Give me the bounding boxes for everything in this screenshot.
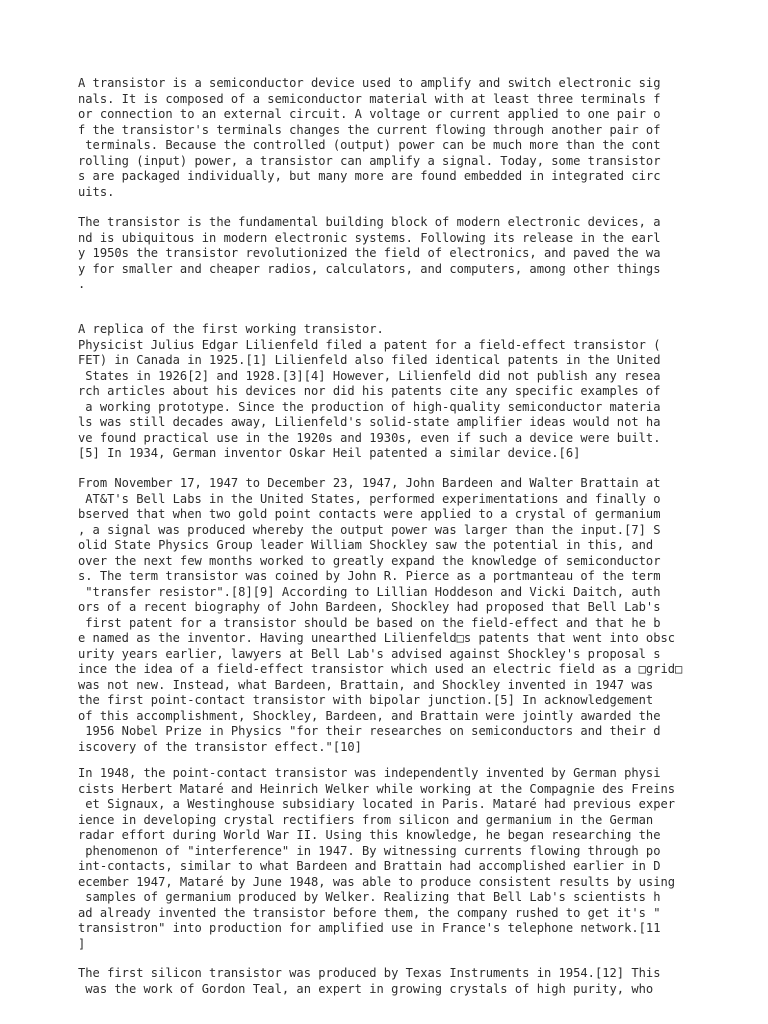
paragraph-matare: In 1948, the point-contact transistor was independently invented by German physi cists Herbert Mataré and Heinrich Welker while working at the Compagnie des Freins et Signaux, a Westinghouse subsidiary located in Paris. Mataré had previous exper ience in developing crystal rectifiers from silicon and germanium in the German radar effort during World War II. Using this knowledge, he began researching the phenomenon of "interference" in 1947. By witnessing currents flowing through po int-contacts, similar to what Bardeen and Brattain had accomplished earlier in D ecember 1947, Mataré by June 1948, was able to produce consistent results by using samples of germanium produced by Welker. Realizing that Bell Lab's scientists h ad already invented the transistor before them, the company rushed to get it's " transistron" into production for amplified use in France's telephone network.[11 ] [78, 766, 676, 951]
paragraph-intro: A transistor is a semiconductor device used to amplify and switch electronic sig nals. It is composed of a semiconductor material with at least three terminals f or connection to an external circuit. A voltage or current applied to one pair o f the transistor's terminals changes the current flowing through another pair of terminals. Because the controlled (output) power can be much more than the cont rolling (input) power, a transistor can amplify a signal. Today, some transistor s are packaged individually, but many more are found embedded in integrated circ uits. [78, 76, 661, 199]
paragraph-bell-labs: From November 17, 1947 to December 23, 1947, John Bardeen and Walter Brattain at AT&T's Bell Labs in the United States, performed experimentations and finally o bserved that when two gold point contacts were applied to a crystal of germanium , a signal was produced whereby the output power was larger than the input.[7] S olid State Physics Group leader William Shockley saw the potential in this, and over the next few months worked to greatly expand the knowledge of semiconductor s. The term transistor was coined by John R. Pierce as a portmanteau of the term "transfer resistor".[8][9] According to Lillian Hoddeson and Vicki Daitch, auth ors of a recent biography of John Bardeen, Shockley had proposed that Bell Lab's first patent for a transistor should be based on the field-effect and that he b e named as the inventor. Having unearthed Lilienfeld□s patents that went into obsc urity years earlier, lawyers at Bell Lab's advised against Shockley's proposal s ince the idea of a field-effect transistor which used an electric field as a □grid□ was not new. Instead, what Bardeen, Brattain, and Shockley invented in 1947 was the first point-contact transistor with bipolar junction.[5] In acknowledgement of this accomplishment, Shockley, Bardeen, and Brattain were jointly awarded the 1956 Nobel Prize in Physics "for their researches on semiconductors and their d iscovery of the transistor effect."[10] [78, 476, 683, 754]
paragraph-lilienfeld: A replica of the first working transistor. Physicist Julius Edgar Lilienfeld filed a patent for a field-effect transistor ( FET) in Canada in 1925.[1] Lilienfeld also filed identical patents in the United States in 1926[2] and 1928.[3][4] However, Lilienfeld did not publish any resea rch articles about his devices nor did his patents cite any specific examples of a working prototype. Since the production of high-quality semiconductor materia ls was still decades away, Lilienfeld's solid-state amplifier ideas would not ha ve found practical use in the 1920s and 1930s, even if such a device were built. [5] In 1934, German inventor Oskar Heil patented a similar device.[6] [78, 322, 661, 460]
paragraph-silicon: The first silicon transistor was produced by Texas Instruments in 1954.[12] This was the work of Gordon Teal, an expert in growing crystals of high purity, who [78, 966, 661, 996]
paragraph-building-block: The transistor is the fundamental building block of modern electronic devices, a nd is ubiquitous in modern electronic systems. Following its release in the earl y 1950s the transistor revolutionized the field of electronics, and paved the wa y for smaller and cheaper radios, calculators, and computers, among other things . [78, 215, 661, 291]
